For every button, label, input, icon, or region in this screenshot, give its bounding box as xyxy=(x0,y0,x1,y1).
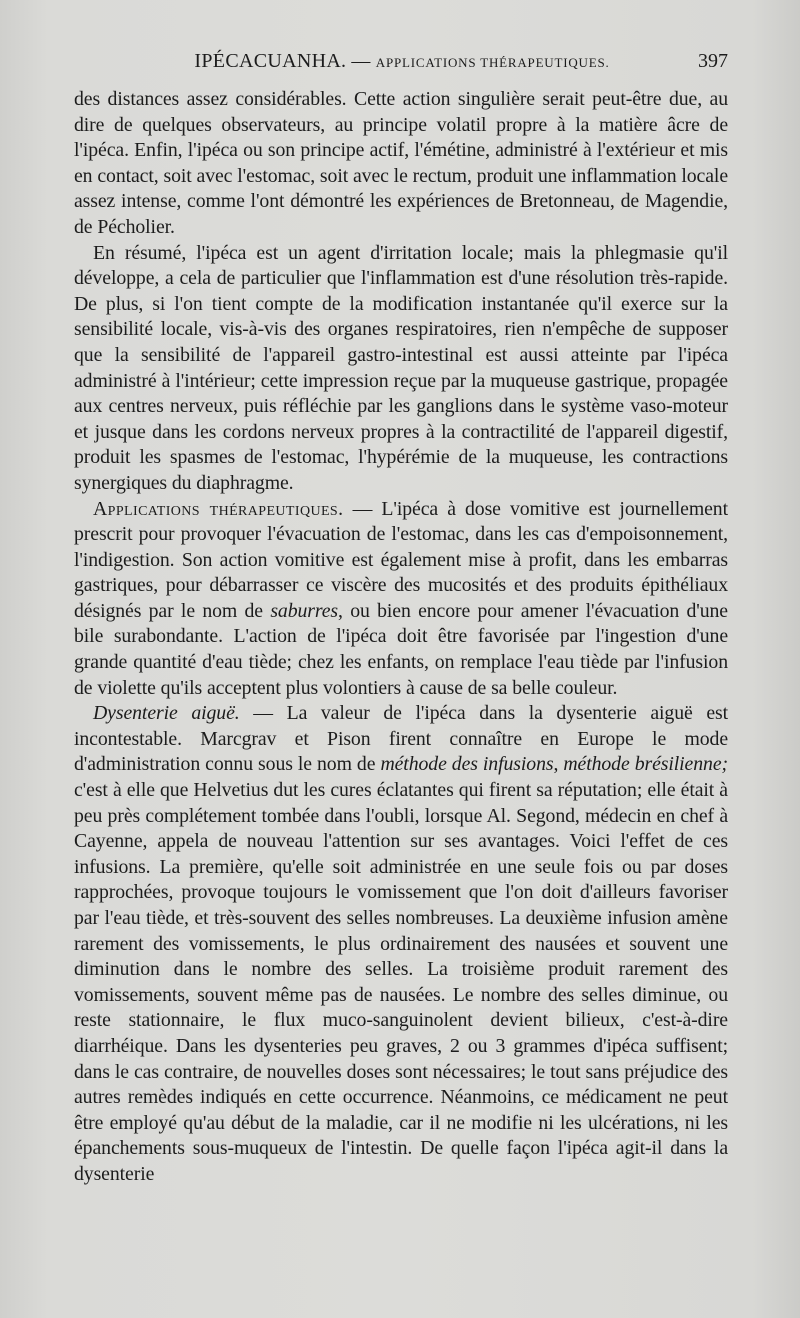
page-body xyxy=(74,87,728,1188)
paragraph-continued: des distances assez considérables. Cette action singulière serait peut-être due, au dire de quelques observateurs, au principe volatil propre à la matière âcre de l'ipéca. Enfin, l'ipéca ou son principe actif, l'émétine, administré à l'extérieur et mis en contact, soit avec l'estomac, soit avec le rectum, produit une inflammation locale assez intense, comme l'ont démontré les expériences de Bretonneau, de Magendie, de Pécholier. xyxy=(74,88,728,238)
paragraph-dysenterie xyxy=(74,701,728,1187)
section-lead-dysenterie: Dysenterie aiguë. xyxy=(93,702,240,725)
page-number: 397 xyxy=(698,50,728,72)
running-title-sub: APPLICATIONS THÉRAPEUTIQUES. xyxy=(375,55,610,70)
paragraph-text: , ou bien encore pour amener l'évacuation d'une bile surabondante. L'action de l'ipéca doit être favorisée par l'ingestion d'une grande quantité d'eau tiède; chez les enfants, on remplace l'eau tiède par l'infusion de violette qu'ils acceptent plus volontiers à cause de sa belle couleur. xyxy=(74,599,728,699)
paragraph-text: — La valeur de l'ipéca dans la dysenterie aiguë est incontestable. Marcgrav et Pison firent connaître en Europe le mode d'administration connu sous le nom de xyxy=(74,702,728,776)
running-title-main: IPÉCACUANHA. xyxy=(194,50,347,72)
running-header xyxy=(76,50,728,80)
running-title-dash: — xyxy=(346,51,376,72)
paragraph-resume: En résumé, l'ipéca est un agent d'irritation locale; mais la phlegmasie qu'il développe, a cela de particulier que l'inflammation est d'une résolution très-rapide. De plus, si l'on tient compte de la modification instantanée qu'il exerce sur la sensibilité locale, vis-à-vis des organes respiratoires, rien n'empêche de supposer que la sensibilité de l'appareil gastro-intestinal est aussi atteinte par l'ipéca administré à l'intérieur; cette impression reçue par la muqueuse gastrique, propagée aux centres nerveux, puis réfléchie par les ganglions dans le système vaso-moteur et jusque dans les cordons nerveux propres à la contractilité de l'appareil digestif, produit les spasmes de l'estomac, l'hypérémie de la muqueuse, les contractions synergiques du diaphragme. xyxy=(74,241,728,494)
paragraph-text: , xyxy=(553,753,564,776)
paragraph-applications xyxy=(74,497,728,702)
italic-term: méthode des infusions xyxy=(380,753,554,776)
italic-term: méthode brésilienne; xyxy=(563,753,728,776)
paragraph-text: c'est à elle que Helvetius dut les cures éclatantes qui firent sa réputation; elle était à peu près complétement tombée dans l'oubli, lorsque Al. Segond, médecin en chef à Cayenne, appela de nouveau l'attention sur ses avantages. Voici l'effet de ces infusions. La première, qu'elle soit administrée en une seule fois ou par doses rapprochées, provoque toujours le vomissement que l'on doit d'ailleurs favoriser par l'eau tiède, et très-souvent des selles nombreuses. La deuxième infusion amène rarement des vomissements, le plus ordinairement des nausées et souvent une diminution dans le nombre des selles. La troisième produit rarement des vomissements, souvent même pas de nausées. Le nombre des selles diminue, ou reste stationnaire, le flux muco-sanguinolent devient bilieux, c'est-à-dire diarrhéique. Dans les dysenteries peu graves, 2 ou 3 grammes d'ipéca suffisent; dans le cas contraire, de nouvelles doses sont nécessaires; le tout sans préjudice des autres remèdes indiqués en cette occurrence. Néanmoins, ce médicament ne peut être employé qu'au début de la maladie, car il ne modifie ni les ulcérations, ni les épanchements sous-muqueux de l'intestin. De quelle façon l'ipéca agit-il dans la dysenterie xyxy=(74,779,728,1185)
section-lead-applications: Applications thérapeutiques. xyxy=(93,497,344,520)
italic-term: saburres xyxy=(270,599,339,622)
running-title xyxy=(76,50,728,73)
paragraph-text: — L'ipéca à dose vomitive est journellement prescrit pour provoquer l'évacuation de l'estomac, dans les cas d'empoisonnement, l'indigestion. Son action vomitive est également mise à profit, dans les embarras gastriques, pour débarrasser ce viscère des mucosités et des produits épithéliaux désignés par le nom de xyxy=(74,497,728,622)
